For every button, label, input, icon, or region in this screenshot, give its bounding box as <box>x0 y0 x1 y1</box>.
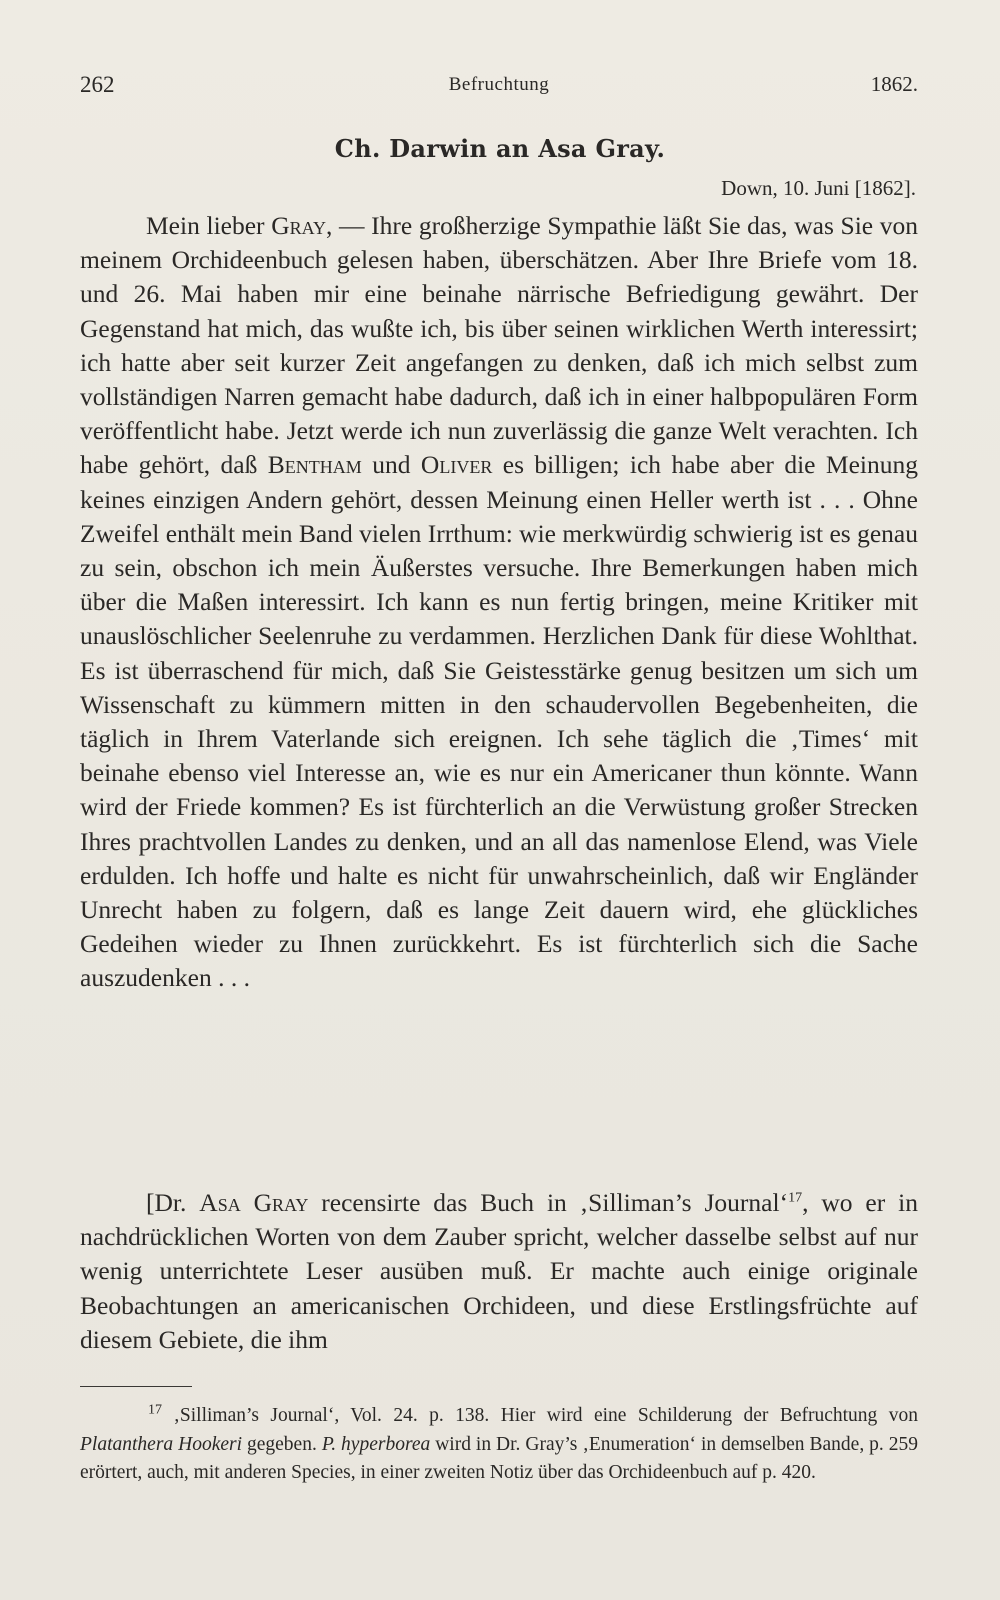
footnote-number: 17 <box>148 1402 162 1418</box>
letter-dateline: Down, 10. Juni [1862]. <box>721 176 916 200</box>
footnote <box>80 1402 918 1488</box>
running-head-year: 1862. <box>870 72 918 96</box>
species-name: P. hyperborea <box>321 1433 431 1455</box>
editorial-text-continued: , wo er in nachdrücklichen Worten von dem Zauber spricht, welcher dasselbe selbst auf nur wenig unterrichtete Leser ausüben muß. Er machte auch einige originale Beobachtungen an americanischen Orchideen, und diese Erstlingsfrüchte auf diesem Gebiete, die ihm <box>80 1188 918 1354</box>
footnote-reference: 17 <box>788 1190 803 1206</box>
page-number: 262 <box>80 72 115 97</box>
letter-text-part: , — Ihre großherzige Sympathie läßt Sie das, was Sie von meinem Orchideenbuch gelesen haben, überschätzen. Aber Ihre Briefe vom 18. und 26. Mai haben mir eine beinahe närrische Befriedigung gewährt. Der Gegenstand hat mich, das wußte ich, bis über seinen wirklichen Werth interessirt; ich hatte aber seit kurzer Zeit angefangen zu denken, daß ich mich selbst zum vollständigen Narren gemacht habe dadurch, daß ich in einer halbpopulären Form veröffentlicht habe. Jetzt werde ich nun zuverlässig die ganze Welt verachten. Ich habe gehört, daß <box>80 211 919 480</box>
running-head <box>80 72 918 102</box>
footnote-text: gegeben. <box>242 1433 322 1455</box>
person-name-oliver: Oliver <box>420 450 493 480</box>
letter-body-paragraph <box>80 209 918 996</box>
letter-title: Ch. Darwin an Asa Gray. <box>334 134 666 163</box>
letter-text-start: Mein lieber <box>146 211 272 240</box>
person-name-asa-gray: Asa Gray <box>199 1188 309 1217</box>
person-name-bentham: Bentham <box>267 450 362 480</box>
footnote-text: wird in Dr. Gray’s ‚Enumeration‘ in demselben Bande, p. 259 erörtert, auch, mit anderen Species, in einer zweiten Notiz über das Orchideenbuch auf p. 420. <box>80 1433 919 1483</box>
editorial-open: [Dr. <box>146 1188 200 1217</box>
species-name: Platanthera Hookeri <box>80 1433 243 1455</box>
footnote-divider <box>80 1386 192 1387</box>
running-head-title: Befruchtung <box>448 74 550 95</box>
editorial-text: recensirte das Buch in ‚Silliman’s Journal‘ <box>308 1188 789 1217</box>
letter-text-end: es billigen; ich habe aber die Meinung keines einzigen Andern gehört, dessen Meinung einen Heller werth ist . . . Ohne Zweifel enthält mein Band vielen Irrthum: wie merkwürdig schwierig ist es genau zu sein, obschon ich mein Äußerstes versuche. Ihre Bemerkungen haben mich über die Maßen interessirt. Ich kann es nun fertig bringen, meine Kritiker mit unauslöschlicher Seelenruhe zu verdammen. Herzlichen Dank für diese Wohlthat. Es ist überraschend für mich, daß Sie Geistesstärke genug besitzen um sich um Wissenschaft zu kümmern mitten in den schaudervollen Begebenheiten, die täglich in Ihrem Vaterlande sich ereignen. Ich sehe täglich die ‚Times‘ mit beinahe ebenso viel Interesse an, wie es nur ein Americaner thun könnte. Wann wird der Friede kommen? Es ist fürchterlich an die Verwüstung großer Strecken Ihres prachtvollen Landes zu denken, und an all das namenlose Elend, was Viele erdulden. Ich hoffe und halte es nicht für unwahrscheinlich, daß wir Engländer Unrecht haben zu folgern, daß es lange Zeit dauern wird, ehe glückliches Gedeihen wieder zu Ihnen zurückkehrt. Es ist fürchterlich sich die Sache auszudenken . . . <box>80 450 918 993</box>
editorial-paragraph <box>80 1186 918 1357</box>
person-name-gray: Gray <box>271 211 326 240</box>
letter-text-and: und <box>361 450 421 480</box>
footnote-text: ‚Silliman’s Journal‘, Vol. 24. p. 138. Hier wird eine Schilderung der Befruchtung von <box>162 1405 918 1426</box>
